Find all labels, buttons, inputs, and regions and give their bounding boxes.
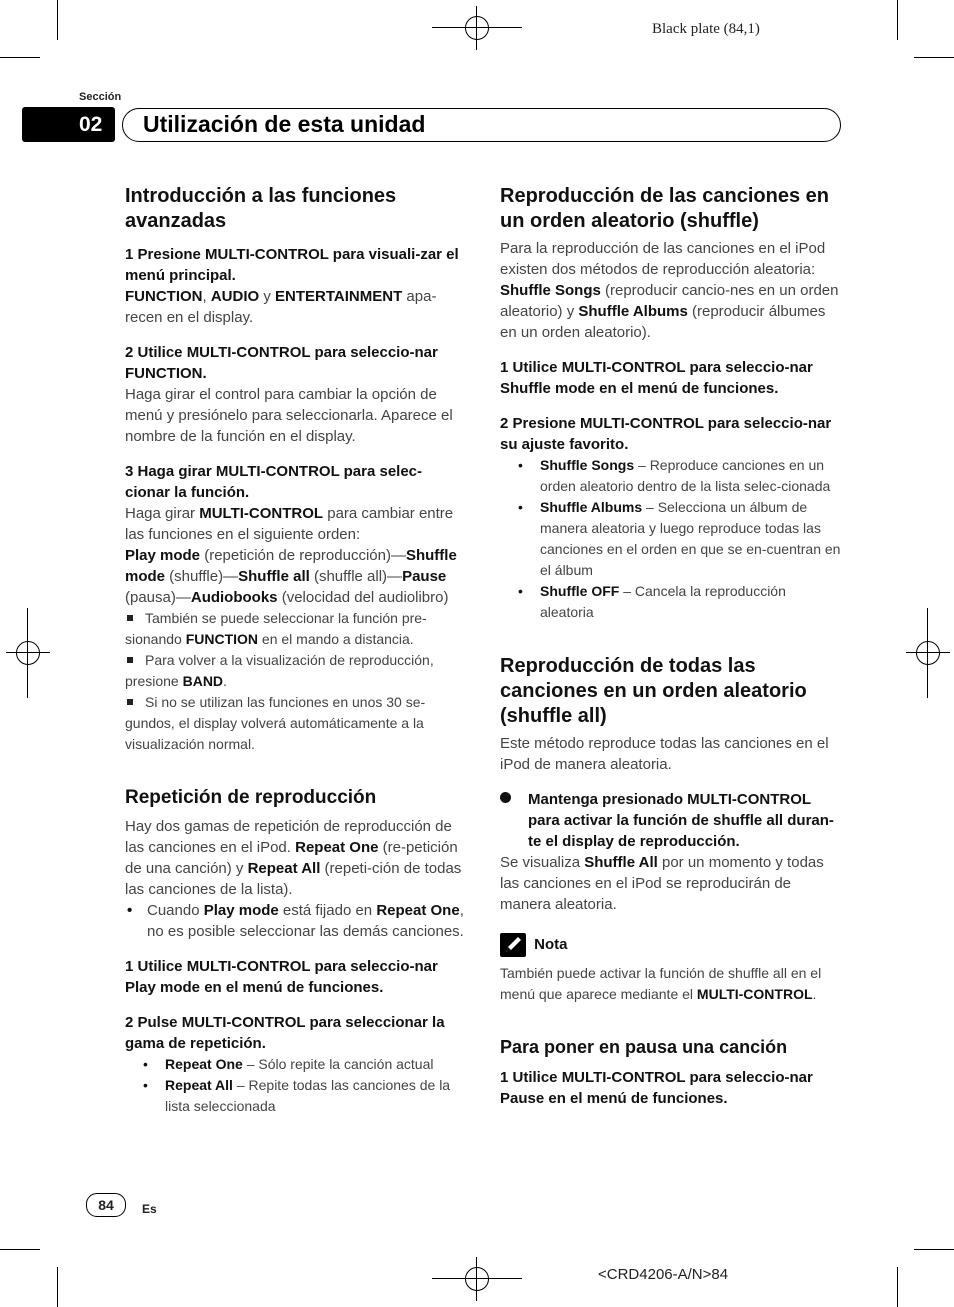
shuffle-all-step-body: Se visualiza Shuffle All por un momento y todas las canciones en el iPod se reproducirán de manera aleatoria. xyxy=(500,854,824,913)
repeat-step-2: 2 Pulse MULTI-CONTROL para seleccionar la gama de repetición. xyxy=(125,1014,445,1052)
shuffle-option-off: • Shuffle OFF – Cancela la reproducción aleatoria xyxy=(518,583,786,620)
registration-mark-icon xyxy=(455,1257,499,1301)
repeat-option-one: • Repeat One – Sólo repite la canción actual xyxy=(143,1056,434,1072)
crop-mark xyxy=(432,27,522,28)
section-title: Utilización de esta unidad xyxy=(143,111,426,137)
right-column xyxy=(500,184,842,1109)
shuffle-step-2: 2 Presione MULTI-CONTROL para seleccio-nar su ajuste favorito. xyxy=(500,415,832,453)
square-bullet-icon xyxy=(127,657,133,663)
intro-step-3-body: Haga girar MULTI-CONTROL para cambiar entre las funciones en el siguiente orden: xyxy=(125,505,454,543)
pencil-note-icon xyxy=(500,933,526,957)
crop-mark xyxy=(432,1278,522,1279)
intro-note-1: También se puede seleccionar la función pre-sionando FUNCTION en el mando a distancia. xyxy=(125,610,427,647)
heading-shuffle: Reproducción de las canciones en un orden aleatorio (shuffle) xyxy=(500,185,829,232)
shuffle-step-1: 1 Utilice MULTI-CONTROL para seleccio-nar Shuffle mode en el menú de funciones. xyxy=(500,359,813,397)
intro-step-3: 3 Haga girar MULTI-CONTROL para selec-cionar la función. xyxy=(125,463,423,501)
registration-mark-icon xyxy=(455,6,499,50)
section-number-badge xyxy=(22,107,115,142)
nota-text: También puede activar la función de shuffle all en el menú que aparece mediante el MULTI-CONTROL. xyxy=(500,965,822,1002)
heading-shuffle-all: Reproducción de todas las canciones en un orden aleatorio (shuffle all) xyxy=(500,655,807,727)
repeat-step-1: 1 Utilice MULTI-CONTROL para seleccio-nar Play mode en el menú de funciones. xyxy=(125,958,438,996)
document-code: <CRD4206-A/N>84 xyxy=(598,1266,729,1283)
crop-mark xyxy=(914,57,954,58)
shuffle-body: Para la reproducción de las canciones en el iPod existen dos métodos de reproducción aleatoria: Shuffle Songs (reproducir cancio-nes en un orden aleatorio) y Shuffle Albums (reproducir álbumes en un orden aleatorio). xyxy=(500,240,839,341)
square-bullet-icon xyxy=(127,615,133,621)
crop-mark xyxy=(914,1249,954,1250)
section-label: Sección xyxy=(79,91,122,103)
crop-mark xyxy=(0,1249,40,1250)
registration-mark-icon xyxy=(906,631,950,675)
crop-mark xyxy=(897,0,898,40)
crop-mark xyxy=(57,0,58,40)
repeat-option-all: • Repeat All – Repite todas las canciones de la lista seleccionada xyxy=(143,1077,451,1114)
shuffle-all-body: Este método reproduce todas las canciones en el iPod de manera aleatoria. xyxy=(500,735,829,773)
intro-note-2: Para volver a la visualización de reproducción, presione BAND. xyxy=(125,652,434,689)
square-bullet-icon xyxy=(127,699,133,705)
left-column xyxy=(125,184,465,1117)
crop-mark xyxy=(897,1267,898,1307)
intro-step-2-body: Haga girar el control para cambiar la opción de menú y presiónelo para seleccionarla. Aparece el nombre de la función en el display. xyxy=(125,386,453,445)
intro-step-1: 1 Presione MULTI-CONTROL para visuali-zar el menú principal. xyxy=(125,246,459,284)
repeat-bullet: • Cuando Play mode está fijado en Repeat One, no es posible seleccionar las demás canciones. xyxy=(127,902,464,940)
heading-repeat: Repetición de reproducción xyxy=(125,787,377,808)
intro-note-3: Si no se utilizan las funciones en unos 30 se-gundos, el display volverá automáticamente a la visualización normal. xyxy=(125,694,426,752)
page-number: 84 xyxy=(86,1193,126,1217)
heading-intro: Introducción a las funciones avanzadas xyxy=(125,185,397,232)
step-dot-icon xyxy=(500,792,511,803)
plate-label: Black plate (84,1) xyxy=(652,21,760,37)
intro-step-2: 2 Utilice MULTI-CONTROL para seleccio-nar FUNCTION. xyxy=(125,344,438,382)
nota-label: Nota xyxy=(534,935,568,953)
intro-step-1-body: FUNCTION, AUDIO y ENTERTAINMENT apa-recen en el display. xyxy=(125,288,437,326)
crop-mark xyxy=(57,1267,58,1307)
section-number: 02 xyxy=(79,113,103,136)
pause-step-1: 1 Utilice MULTI-CONTROL para seleccio-nar Pause en el menú de funciones. xyxy=(500,1069,813,1107)
function-order: Play mode (repetición de reproducción)—Shuffle mode (shuffle)—Shuffle all (shuffle all)—Pause (pausa)—Audiobooks (velocidad del audiolibro) xyxy=(125,547,457,606)
crop-mark xyxy=(0,57,40,58)
nota-header xyxy=(500,933,842,957)
section-title-bar xyxy=(122,108,841,142)
repeat-body: Hay dos gamas de repetición de reproducción de las canciones en el iPod. Repeat One (re-petición de una canción) y Repeat All (repeti-ción de todas las canciones de la lista). xyxy=(125,818,462,898)
language-code: Es xyxy=(142,1202,157,1216)
registration-mark-icon xyxy=(6,631,50,675)
shuffle-option-albums: • Shuffle Albums – Selecciona un álbum de manera aleatoria y luego reproduce todas las canciones en el orden en que se en-cuentran en el álbum xyxy=(518,499,841,578)
shuffle-all-step: Mantenga presionado MULTI-CONTROL para activar la función de shuffle all duran-te el display de reproducción. xyxy=(500,789,842,852)
crop-mark xyxy=(927,608,928,698)
heading-pause: Para poner en pausa una canción xyxy=(500,1037,788,1057)
shuffle-option-songs: • Shuffle Songs – Reproduce canciones en un orden aleatorio dentro de la lista selec-cionada xyxy=(518,457,831,494)
crop-mark xyxy=(27,608,28,698)
